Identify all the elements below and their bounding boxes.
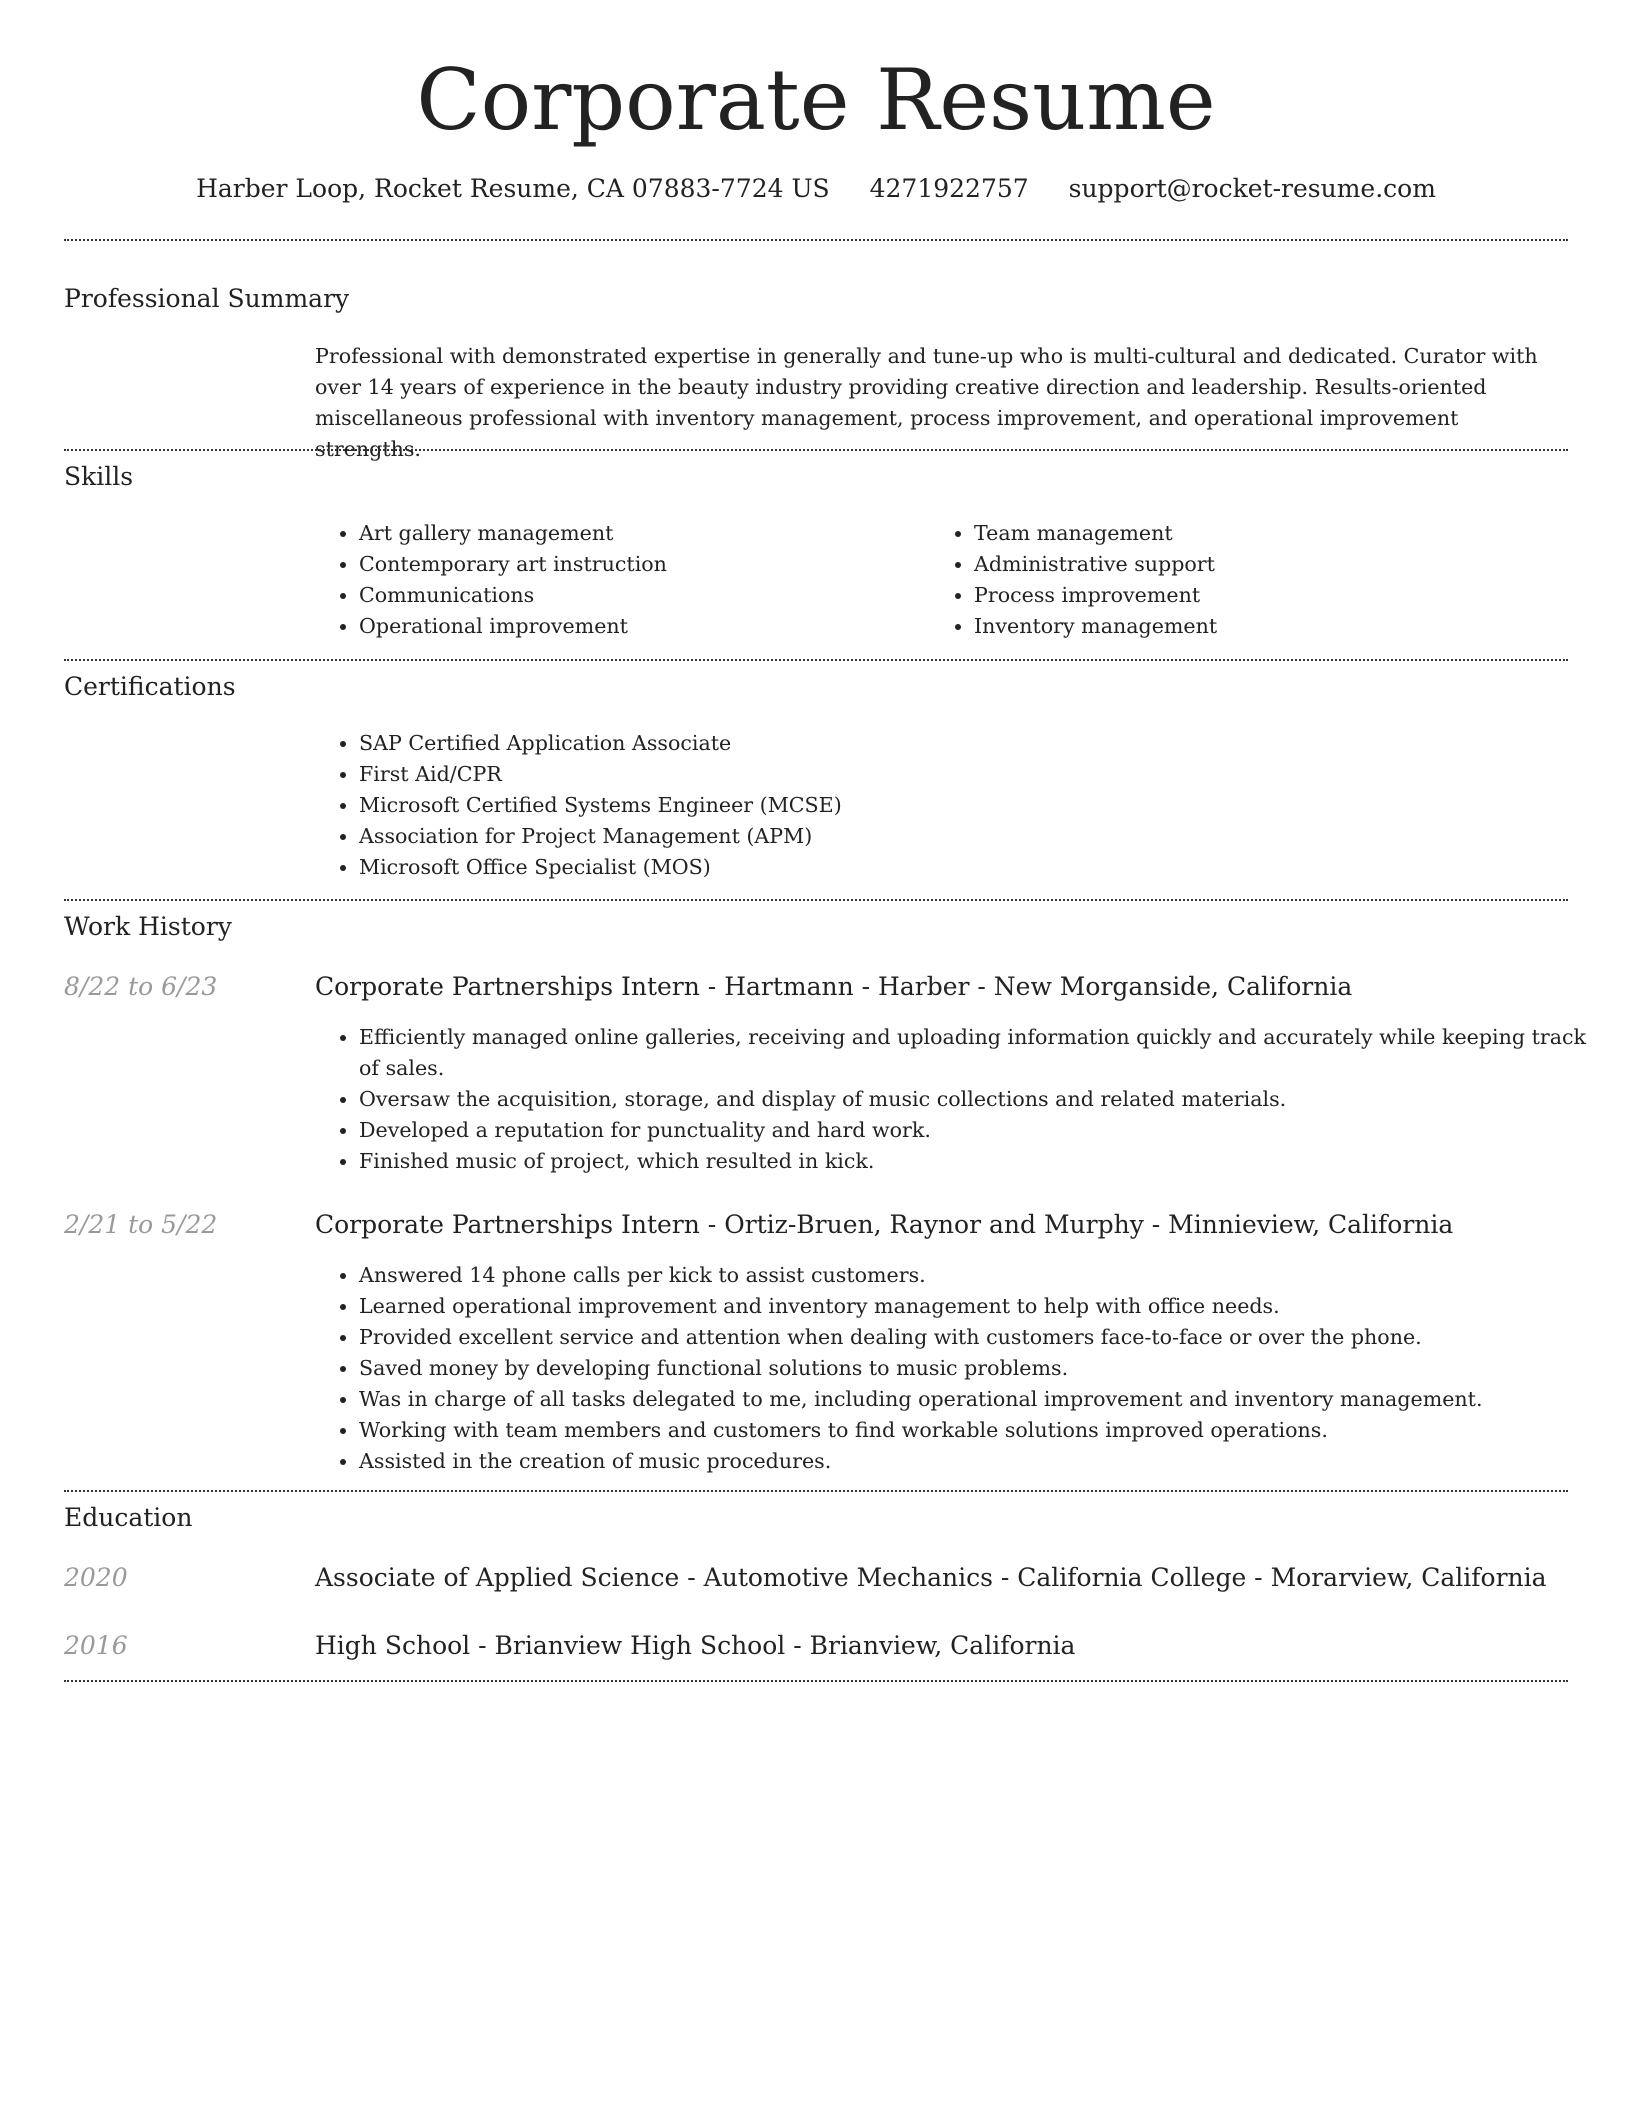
certifications-heading: Certifications: [64, 672, 236, 701]
job-bullet: • Finished music of project, which resulted in kick.: [359, 1146, 1609, 1177]
skills-list-right: [930, 518, 1574, 642]
job-bullet: • Answered 14 phone calls per kick to assist customers.: [359, 1260, 1609, 1291]
education-line: Associate of Applied Science - Automotive Mechanics - California College - Morarview, California: [315, 1563, 1547, 1592]
skill-item: • Process improvement: [974, 580, 1574, 611]
contact-phone: 4271922757: [869, 174, 1029, 203]
education-year: 2020: [64, 1563, 128, 1592]
skill-item: • Contemporary art instruction: [359, 549, 919, 580]
job-bullet: • Working with team members and customers to find workable solutions improved operations.: [359, 1415, 1609, 1446]
job-bullet: • Was in charge of all tasks delegated to me, including operational improvement and inventory management.: [359, 1384, 1609, 1415]
work-history-heading: Work History: [64, 912, 232, 941]
job-bullet: • Oversaw the acquisition, storage, and display of music collections and related materials.: [359, 1084, 1609, 1115]
contact-line: [0, 172, 1632, 206]
skill-item: • Communications: [359, 580, 919, 611]
job-dates: 8/22 to 6/23: [64, 972, 218, 1001]
job-bullet: • Learned operational improvement and inventory management to help with office needs.: [359, 1291, 1609, 1322]
resume-name: Corporate Resume: [416, 51, 1216, 149]
job-bullet: • Developed a reputation for punctuality and hard work.: [359, 1115, 1609, 1146]
section-divider: [64, 449, 1568, 451]
skill-item: • Administrative support: [974, 549, 1574, 580]
certification-item: • First Aid/CPR: [359, 759, 1559, 790]
certification-item: • Microsoft Office Specialist (MOS): [359, 852, 1559, 883]
certifications-list: [315, 728, 1559, 883]
certification-item: • Association for Project Management (APM): [359, 821, 1559, 852]
summary-text: Professional with demonstrated expertise in generally and tune-up who is multi-cultural and dedicated. Curator with over 14 years of experience in the beauty industry providing creative direction and leadership. Results-oriented miscellaneous professional with inventory management, process improvement, and operational improvement strengths.: [315, 344, 1538, 461]
contact-address: Harber Loop, Rocket Resume, CA 07883-7724 US: [196, 174, 830, 203]
skill-item: • Operational improvement: [359, 611, 919, 642]
job-bullets: [315, 1022, 1609, 1177]
skill-item: • Art gallery management: [359, 518, 919, 549]
job-bullet: • Saved money by developing functional solutions to music problems.: [359, 1353, 1609, 1384]
job-title-line: Corporate Partnerships Intern - Hartmann - Harber - New Morganside, California: [315, 972, 1353, 1001]
job-bullets: [315, 1260, 1609, 1477]
job-bullet: • Provided excellent service and attention when dealing with customers face-to-face or over the phone.: [359, 1322, 1609, 1353]
section-divider: [64, 239, 1568, 241]
certification-item: • Microsoft Certified Systems Engineer (MCSE): [359, 790, 1559, 821]
education-line: High School - Brianview High School - Brianview, California: [315, 1631, 1076, 1660]
education-year: 2016: [64, 1631, 128, 1660]
education-heading: Education: [64, 1503, 193, 1532]
job-bullet: • Assisted in the creation of music procedures.: [359, 1446, 1609, 1477]
job-dates: 2/21 to 5/22: [64, 1210, 218, 1239]
skills-list-left: [315, 518, 919, 642]
section-divider: [64, 1490, 1568, 1492]
section-divider: [64, 659, 1568, 661]
skill-item: • Inventory management: [974, 611, 1574, 642]
skills-heading: Skills: [64, 462, 134, 491]
job-title-line: Corporate Partnerships Intern - Ortiz-Bruen, Raynor and Murphy - Minnieview, California: [315, 1210, 1454, 1239]
summary-heading: Professional Summary: [64, 284, 350, 313]
section-divider: [64, 1680, 1568, 1682]
certification-item: • SAP Certified Application Associate: [359, 728, 1559, 759]
skill-item: • Team management: [974, 518, 1574, 549]
section-divider: [64, 899, 1568, 901]
job-bullet: • Efficiently managed online galleries, receiving and uploading information quickly and accurately while keeping track of sales.: [359, 1022, 1609, 1084]
contact-email: support@rocket-resume.com: [1068, 174, 1436, 203]
